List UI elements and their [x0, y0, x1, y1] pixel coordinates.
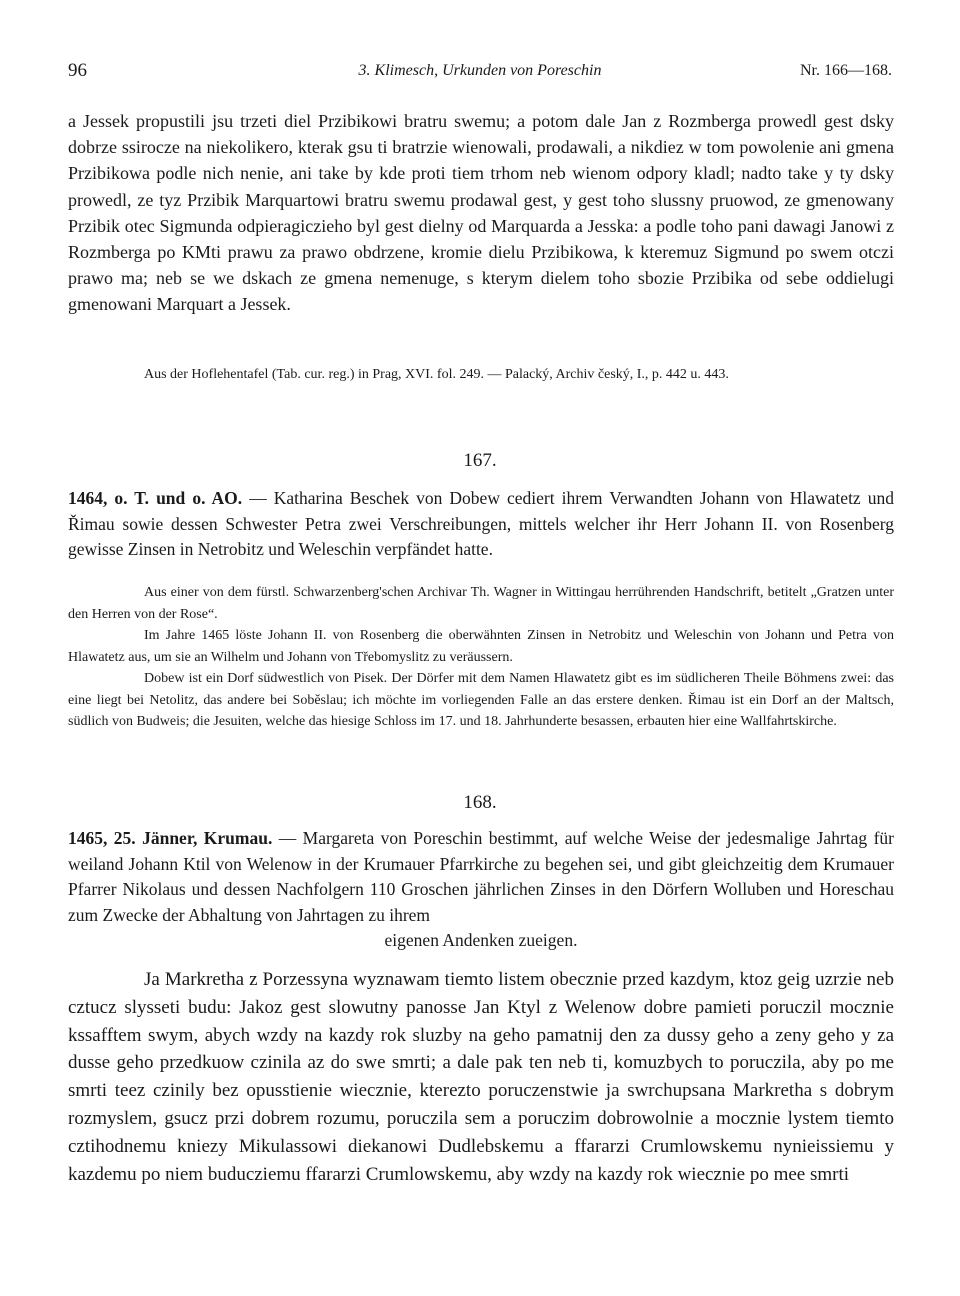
doc-168-regest	[68, 826, 894, 928]
doc-168-date: 1465, 25. Jänner, Krumau.	[68, 828, 273, 848]
doc-168-summary: — Margareta von Poreschin bestimmt, auf welche Weise der jedesmalige Jahrtag für weiland Johann Ktil von Welenow in der Krumauer Pfarrkirche zu begehen sei, und gibt gleichzeitig dem Krumauer Pfarrer Nikolaus und dessen Nachfolgern 110 Groschen jährlichen Zinses in den Dörfern Wolluben und Horeschau zum Zwecke der Abhaltung von Jahrtagen zu ihrem	[68, 828, 894, 925]
running-head	[68, 60, 892, 84]
doc-168-regest-last-line: eigenen Andenken zueigen.	[384, 930, 578, 950]
doc-166-continuation: a Jessek propustili jsu trzeti diel Przibikowi bratru swemu; a potom dale Jan z Rozmberga prowedl gest dsky dobrze ssirocze na niekolikero, kterak gsu ti bratrzie wienowali, prodawali, a nikdiez w tom powolenie ani gmena Przibikowa podle nich nenie, ani take by kde proti tiem trhom neb wienom odpory kladl; nadto take y ty dsky prowedl, ze tyz Przibik Marquartowi bratru swemu prodawal gest, y gest toho slussny pruowod, ze gmenowany Przibik otec Sigmunda odpieragiczieho byl gest dielny od Marquarda a Jesska: a podle toho pani dawagi Janowi z Rozmberga po KMti prawu za prawo obdrzene, kromie dielu Przibikowa, k kteremuz Sigmund po swem otczi prawo ma; neb se we dskach ze gmena nemenuge, s kterym dielem toho sbozie Przibika od sebe oddielugi gmenowani Marquart a Jessek.	[68, 111, 894, 315]
running-title: 3. Klimesch, Urkunden von Poreschin	[358, 62, 602, 79]
doc-167-number: 167.	[463, 450, 497, 471]
doc-168-number: 168.	[463, 792, 497, 813]
page-number: 96	[68, 60, 87, 81]
doc-166-source-note: Aus der Hoflehentafel (Tab. cur. reg.) in Prag, XVI. fol. 249. — Palacký, Archiv český, I., p. 442 u. 443.	[144, 367, 729, 382]
document-range: Nr. 166—168.	[800, 62, 892, 79]
doc-167-note-places: Dobew ist ein Dorf südwestlich von Pisek. Der Dörfer mit dem Namen Hlawatetz gibt es im südlicheren Theile Böhmens zwei: das eine liegt bei Netolitz, das andere bei Soběslau; ich möchte im vorliegenden Falle an das erstere denken. Řimau ist ein Dorf an der Maltsch, südlich von Budweis; die Jesuiten, welche das hiesige Schloss im 17. und 18. Jahrhunderte besassen, erbauten hier eine Wallfahrtskirche.	[68, 671, 894, 729]
doc-167-note-redemption: Im Jahre 1465 löste Johann II. von Rosenberg die oberwähnten Zinsen in Netrobitz und Weleschin von Johann und Petra von Hlawatetz aus, um sie an Wilhelm und Johann von Třebomyslitz zu veräussern.	[68, 628, 894, 665]
doc-167-source-note: Aus einer von dem fürstl. Schwarzenberg'schen Archivar Th. Wagner in Wittingau herrührenden Handschrift, betitelt „Gratzen unter den Herren von der Rose“.	[68, 585, 894, 622]
doc-167-regest	[68, 486, 894, 563]
doc-167-summary: — Katharina Beschek von Dobew cediert ihrem Verwandten Johann von Hlawatetz und Řimau sowie dessen Schwester Petra zwei Verschreibungen, mittels welcher ihr Herr Johann II. von Rosenberg gewisse Zinsen in Netrobitz und Weleschin verpfändet hatte.	[68, 488, 894, 559]
doc-167-date: 1464, o. T. und o. AO.	[68, 488, 243, 508]
doc-168-charter-text: Ja Markretha z Porzessyna wyznawam tiemto listem obecznie przed kazdym, ktoz geig uzrzie neb cztucz slysseti budu: Jakoz gest slowutny panosse Jan Ktyl z Welenow dobre pamieti poruczil mocznie kssafftem swym, abych wzdy na kazdy rok sluzby na geho pamatnij den za dussy geho a zeny geho y za dusse geho przedkuow czinila az do swe smrti; a dale pak ten neb ti, komuzbych to poruczila, aby po me smrti teez czinily bez opusstienie wiecznie, kterezto poruczenstwie ja swrchupsana Markretha s dobrym rozmyslem, gsucz przi dobrem rozumu, poruczila sem a poruczim dobrowolnie a mocznie lystem tiemto cztihodnemu kniezy Mikulassowi diekanowi Dudlebskemu a ffararzi Crumlowskemu nynieissiemu y kazdemu po niem buducziemu ffararzi Crumlowskemu, aby wzdy na kazdy rok wiecznie po mee smrti	[68, 969, 894, 1185]
